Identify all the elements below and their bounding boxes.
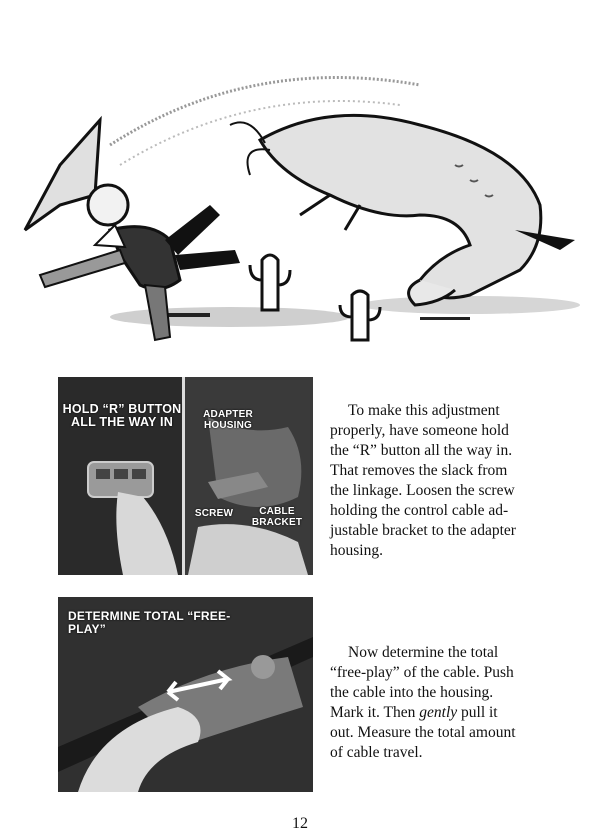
instruction-paragraph-2 — [330, 643, 548, 763]
photo-determine-free-play — [58, 597, 313, 792]
paragraph-1-line-3: the “R” button all the way in. — [330, 442, 513, 459]
paragraph-2-line-4 — [330, 703, 548, 723]
photo-label-adapter-housing: ADAPTER HOUSING — [203, 409, 253, 431]
paragraph-1-line-2: properly, have someone hold — [330, 422, 509, 439]
paragraph-2-line-4-post: pull it — [457, 704, 498, 721]
paragraph-2-line-6: of cable travel. — [330, 744, 423, 761]
paragraph-1-line-4: That removes the slack from — [330, 462, 508, 479]
instruction-paragraph-1 — [330, 401, 548, 561]
paragraph-2-line-3: the cable into the housing. — [330, 684, 494, 701]
paragraph-1-line-8: housing. — [330, 542, 383, 559]
photo-label-determine-free-play: DETERMINE TOTAL “FREE-PLAY” — [68, 609, 231, 636]
paragraph-1-line-6: holding the control cable ad- — [330, 502, 509, 519]
photo-label-screw: SCREW — [194, 508, 234, 519]
gently-emphasis: gently — [419, 704, 458, 721]
paragraph-2-line-4-pre: Mark it. Then — [330, 704, 420, 721]
paragraph-1-line-1: To make this adjustment — [348, 402, 500, 419]
paragraph-1-line-5: the linkage. Loosen the screw — [330, 482, 515, 499]
photo-label-hold-r-button: HOLD “R” BUTTON ALL THE WAY IN — [62, 402, 182, 430]
page-number: 12 — [292, 815, 308, 832]
photo-label-cable-bracket: CABLE BRACKET — [251, 506, 303, 528]
cowboy-bucking-horse-illustration — [0, 55, 600, 375]
paragraph-2-line-5: out. Measure the total amount — [330, 724, 516, 741]
paragraph-1-line-7: justable bracket to the adapter — [330, 522, 516, 539]
paragraph-2-line-2: “free-play” of the cable. Push — [330, 664, 514, 681]
paragraph-2-line-1: Now determine the total — [348, 644, 499, 661]
photo-hold-r-button — [58, 377, 313, 575]
